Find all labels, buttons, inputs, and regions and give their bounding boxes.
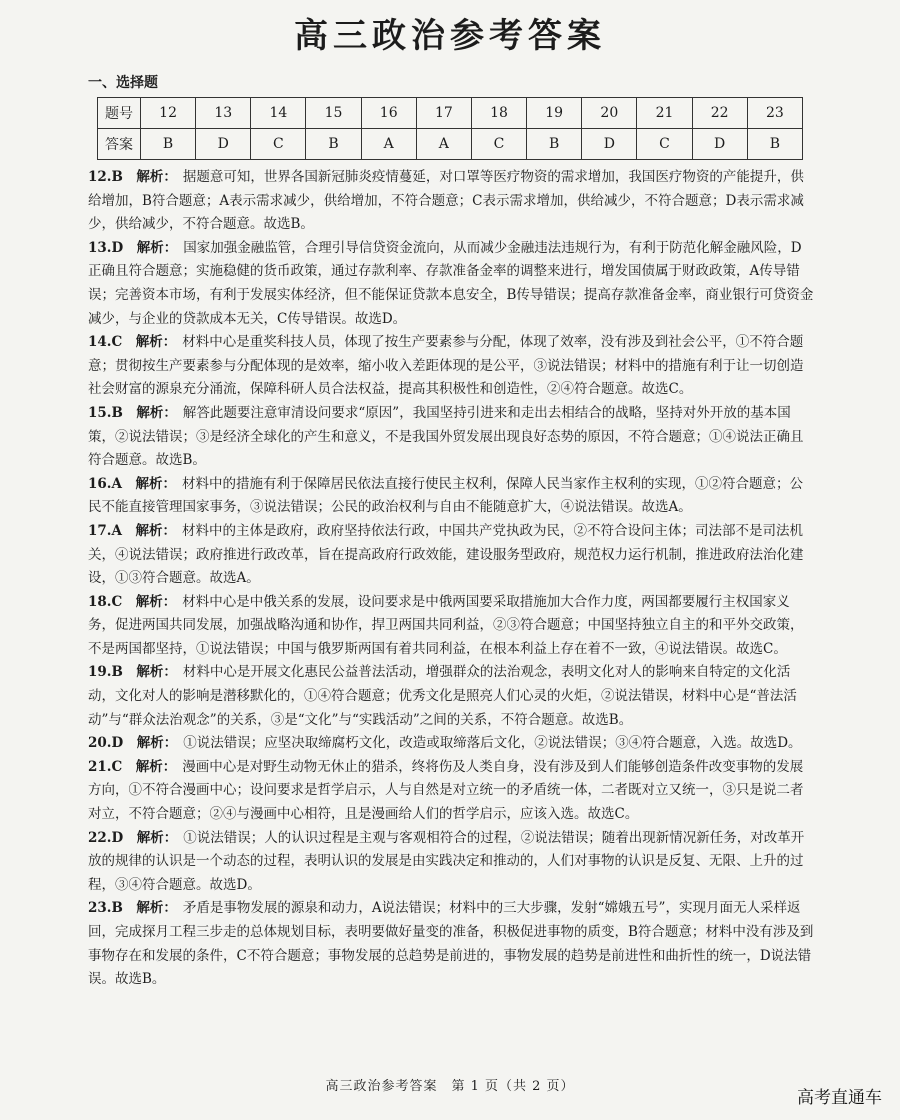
explanation-item xyxy=(88,331,814,402)
explanation-item xyxy=(88,166,814,237)
question-answer-label: 12.B xyxy=(88,169,123,185)
explanation-text: ①说法错误；人的认识过程是主观与客观相符合的过程，②说法错误；随着出现新情况新任务，对改革开放的规律的认识是一个动态的过程，表明认识的发展是由实践决定和推动的，人们对事物的认识是反复、无限、上升的过程，③④符合题意。故选D。 xyxy=(88,829,805,893)
question-number: 17 xyxy=(416,98,471,129)
explanation-item xyxy=(88,591,814,662)
question-answer-label: 19.B xyxy=(88,664,123,681)
explanation-item xyxy=(88,402,814,473)
explanation-item xyxy=(88,897,814,991)
explanation-text: 据题意可知，世界各国新冠肺炎疫情蔓延，对口罩等医疗物资的需求增加，我国医疗物资的产能提升，供给增加，B符合题意；A表示需求减少，供给增加，不符合题意；C表示需求增加，供给减少，不符合题意；D表示需求减少，供给减少，不符合题意。故选B。 xyxy=(88,169,804,233)
answer-cell: A xyxy=(416,129,471,160)
explanation-item xyxy=(88,661,814,732)
explanation-text: 材料中心是中俄关系的发展，设问要求是中俄两国要采取措施加大合作力度，两国都要履行主权国家义务，促进两国共同发展，加强战略沟通和协作，捍卫两国共同利益，②③符合题意；中国坚持独立自主的和平外交政策，不是两国都坚持，①说法错误；中国与俄罗斯两国有着共同利益，在根本利益上存在着不一致，④说法错误。故选C。 xyxy=(88,593,804,657)
explanation-text: 矛盾是事物发展的源泉和动力，A说法错误；材料中的三大步骤，发射“嫦娥五号”，实现月面无人采样返回，完成探月工程三步走的总体规划目标，表明要做好量变的准备，积极促进事物的质变，B符合题意；材料中没有涉及到事物存在和发展的条件，C不符合题意；事物发展的总趋势是前进的，事物发展的趋势是前进性和曲折性的统一，D说法错误。故选B。 xyxy=(88,900,814,988)
answer-table xyxy=(97,97,803,160)
answer-cell: D xyxy=(196,129,251,160)
question-number: 19 xyxy=(527,98,582,129)
analysis-label: 解析： xyxy=(135,758,177,775)
question-number: 18 xyxy=(471,98,526,129)
analysis-label: 解析： xyxy=(135,522,176,539)
page-title: 高三政治参考答案 xyxy=(294,16,606,56)
question-answer-label: 14.C xyxy=(88,334,123,351)
section-heading: 一、选择题 xyxy=(88,75,158,91)
question-answer-label: 15.B xyxy=(88,404,123,421)
analysis-label: 解析： xyxy=(136,404,177,421)
answer-cell: B xyxy=(306,129,361,160)
answer-cell: C xyxy=(471,129,526,160)
analysis-label: 解析： xyxy=(136,829,178,846)
analysis-label: 解析： xyxy=(135,593,177,610)
question-answer-label: 22.D xyxy=(88,829,124,846)
explanation-item xyxy=(88,473,814,520)
analysis-label: 解析： xyxy=(136,664,177,681)
question-number: 12 xyxy=(141,98,196,129)
analysis-label: 解析： xyxy=(136,169,177,185)
explanation-text: 材料中心是重奖科技人员，体现了按生产要素参与分配，体现了效率，没有涉及到社会公平，①不符合题意；贯彻按生产要素参与分配体现的是效率，缩小收入差距体现的是公平，③说法错误；材料中的措施有利于让一切创造社会财富的源泉充分涌流，保障科研人员合法权益，提高其积极性和创造性，②④符合题意。故选C。 xyxy=(88,334,804,398)
explanation-item xyxy=(88,756,814,827)
question-number: 13 xyxy=(196,98,251,129)
analysis-label: 解析： xyxy=(135,334,177,351)
answer-cell: C xyxy=(251,129,306,160)
analysis-label: 解析： xyxy=(135,475,176,492)
question-answer-label: 18.C xyxy=(88,593,123,610)
answer-cell: B xyxy=(747,129,802,160)
question-number: 20 xyxy=(582,98,637,129)
page-footer: 高三政治参考答案 第 1 页（共 2 页） xyxy=(325,1079,575,1094)
question-answer-label: 20.D xyxy=(88,735,124,752)
answer-cell: D xyxy=(582,129,637,160)
explanation-item xyxy=(88,237,814,331)
question-number-row xyxy=(98,98,803,129)
explanation-text: 材料中的措施有利于保障居民依法直接行使民主权利，保障人民当家作主权利的实现，①②符合题意；公民不能直接管理国家事务，③说法错误；公民的政治权利与自由不能随意扩大，④说法错误。故选A。 xyxy=(88,475,803,516)
row-label-answer: 答案 xyxy=(98,129,141,160)
answer-cell: C xyxy=(637,129,692,160)
explanation-text: 解答此题要注意审清设问要求“原因”，我国坚持引进来和走出去相结合的战略，坚持对外开放的基本国策，②说法错误；③是经济全球化的产生和意义，不是我国外贸发展出现良好态势的原因，不符合题意；①④说法正确且符合题意。故选B。 xyxy=(88,404,804,469)
question-answer-label: 17.A xyxy=(88,522,122,539)
question-answer-label: 13.D xyxy=(88,239,124,256)
explanation-item xyxy=(88,732,814,756)
row-label-number: 题号 xyxy=(98,98,141,129)
question-number: 22 xyxy=(692,98,747,129)
analysis-label: 解析： xyxy=(136,239,178,256)
analysis-label: 解析： xyxy=(136,735,178,752)
answer-cell: B xyxy=(141,129,196,160)
analysis-label: 解析： xyxy=(136,900,177,917)
question-number: 15 xyxy=(306,98,361,129)
explanation-list xyxy=(88,166,814,992)
question-answer-label: 16.A xyxy=(88,475,122,492)
explanation-item xyxy=(88,520,814,591)
answer-cell: A xyxy=(361,129,416,160)
answer-cell: D xyxy=(692,129,747,160)
answer-cell: B xyxy=(527,129,582,160)
explanation-text: ①说法错误；应坚决取缔腐朽文化，改造或取缔落后文化，②说法错误；③④符合题意，入选。故选D。 xyxy=(183,735,802,752)
question-number: 16 xyxy=(361,98,416,129)
explanation-text: 材料中心是开展文化惠民公益普法活动，增强群众的法治观念，表明文化对人的影响来自特定的文化活动，文化对人的影响是潜移默化的，①④符合题意；优秀文化是照亮人们心灵的火炬，②说法错误，材料中心是“普法活动”与“群众法治观念”的关系，③是“文化”与“实践活动”之间的关系，不符合题意。故选B。 xyxy=(88,664,797,728)
question-number: 23 xyxy=(747,98,802,129)
question-answer-label: 23.B xyxy=(88,900,123,917)
question-number: 21 xyxy=(637,98,692,129)
explanation-text: 材料中的主体是政府，政府坚持依法行政，中国共产党执政为民，②不符合设问主体；司法部不是司法机关，④说法错误；政府推进行政改革，旨在提高政府行政效能，建设服务型政府，规范权力运行机制，推进政府法治化建设，①③符合题意。故选A。 xyxy=(88,522,804,587)
explanation-item xyxy=(88,827,814,898)
explanation-text: 漫画中心是对野生动物无休止的猎杀，终将伤及人类自身，没有涉及到人们能够创造条件改变事物的发展方向，①不符合漫画中心；设问要求是哲学启示，人与自然是对立统一的矛盾统一体，二者既对立又统一，③只是说二者对立，不符合题意；②④与漫画中心相符，且是漫画给人们的哲学启示，应该入选。故选C。 xyxy=(88,758,804,823)
brand-watermark: 高考直通车 xyxy=(797,1088,882,1108)
question-answer-label: 21.C xyxy=(88,758,123,775)
question-number: 14 xyxy=(251,98,306,129)
explanation-text: 国家加强金融监管，合理引导信贷资金流向，从而减少金融违法违规行为，有利于防范化解金融风险，D正确且符合题意；实施稳健的货币政策，通过存款利率、存款准备金率的调整来进行，增发国债属于财政政策，A传导错误；完善资本市场，有利于发展实体经济，但不能保证贷款本息安全，B传导错误；提高存款准备金率，商业银行可贷资金减少，与企业的贷款成本无关，C传导错误。故选D。 xyxy=(88,239,814,327)
answer-row xyxy=(98,129,803,160)
